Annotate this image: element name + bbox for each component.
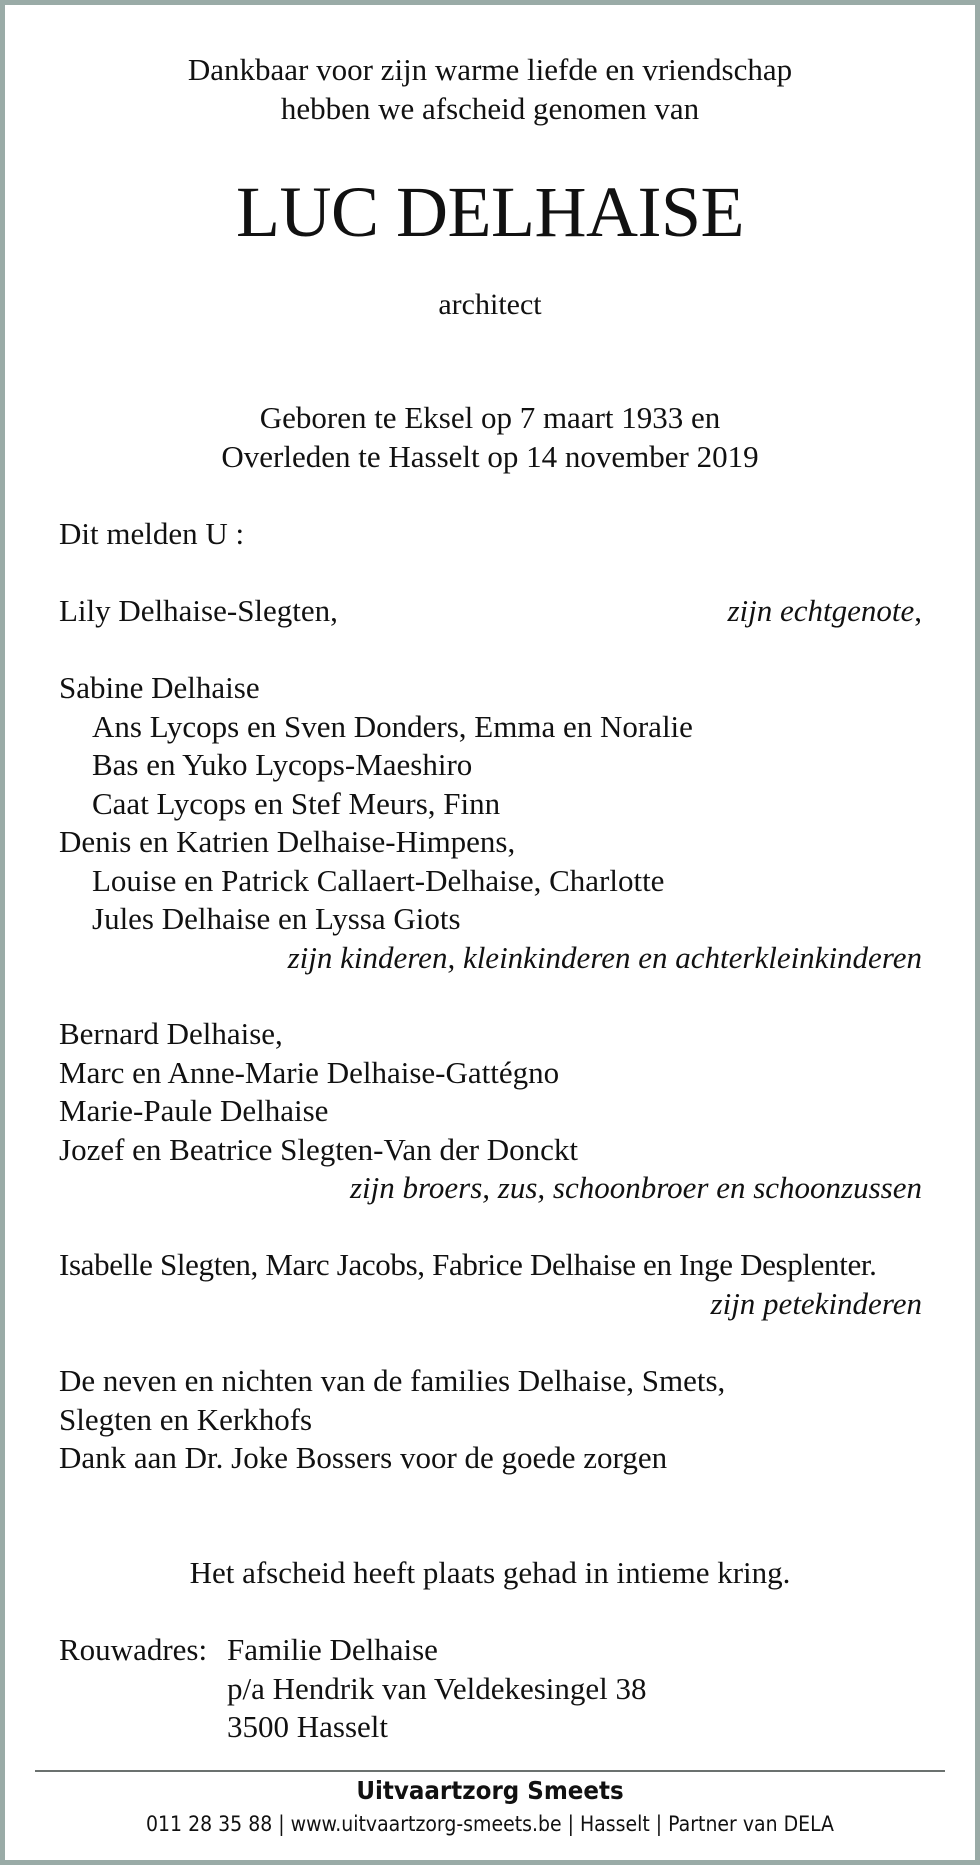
siblings-section [59, 1015, 922, 1208]
godchildren-section [59, 1246, 922, 1323]
relatives-line: Slegten en Kerkhofs [59, 1401, 313, 1437]
spouse-relation [727, 592, 922, 631]
children-relation: zijn kinderen, kleinkinderen en achterkleinkinderen [287, 939, 922, 975]
announce-line [59, 515, 922, 554]
spouse-relation-suffix: , [914, 593, 922, 628]
relatives-section [59, 1362, 922, 1478]
family-line: Marc en Anne-Marie Delhaise-Gattégno [59, 1054, 560, 1090]
family-line-indented: Caat Lycops en Stef Meurs, Finn [92, 785, 501, 821]
intro-line: Dankbaar voor zijn warme liefde en vriendschap [187, 52, 793, 87]
family-line: Marie-Paule Delhaise [59, 1093, 329, 1128]
death-line: Overleden te Hasselt op 14 november 2019 [221, 438, 759, 474]
spouse-relation-label: zijn echtgenote [727, 593, 915, 628]
intro-line: hebben we afscheid genomen van [280, 90, 700, 126]
family-line: Sabine Delhaise [59, 670, 260, 705]
spouse-section [59, 592, 922, 631]
funeral-home-contact: 011 28 35 88 | www.uitvaartzorg-smeets.be | Hasselt | Partner van DELA [146, 1812, 834, 1836]
godchildren-line: Isabelle Slegten, Marc Jacobs, Fabrice Delhaise en Inge Desplenter. [59, 1247, 877, 1282]
address-line: p/a Hendrik van Veldekesingel 38 [227, 1670, 647, 1706]
birth-death-dates [0, 399, 980, 476]
family-line-indented: Bas en Yuko Lycops-Maeshiro [92, 747, 473, 782]
children-section [59, 669, 922, 977]
birth-line: Geboren te Eksel op 7 maart 1933 en [259, 400, 721, 435]
funeral-home-name: Uitvaartzorg Smeets [356, 1776, 624, 1805]
family-line: Bernard Delhaise, [59, 1016, 283, 1051]
relatives-line: De neven en nichten van de families Delhaise, Smets, [59, 1363, 726, 1398]
spouse-name: Lily Delhaise-Slegten, [59, 593, 338, 628]
address-line: Familie Delhaise [227, 1632, 438, 1667]
siblings-relation: zijn broers, zus, schoonbroer en schoonzussen [349, 1170, 922, 1205]
mourning-address [59, 1631, 922, 1747]
family-line: Jozef en Beatrice Slegten-Van der Donckt [59, 1131, 579, 1167]
family-line-indented: Jules Delhaise en Lyssa Giots [92, 901, 461, 936]
announce-text: Dit melden U : [59, 516, 245, 551]
family-line: Denis en Katrien Delhaise-Himpens, [59, 824, 516, 859]
profession: architect [438, 288, 542, 321]
address-line: 3500 Hasselt [227, 1709, 389, 1744]
godchildren-relation: zijn petekinderen [710, 1285, 922, 1321]
family-line-indented: Louise en Patrick Callaert-Delhaise, Charlotte [92, 862, 665, 898]
thanks-line: Dank aan Dr. Joke Bossers voor de goede zorgen [59, 1440, 668, 1475]
footer-divider [35, 1770, 945, 1772]
address-label: Rouwadres: [59, 1632, 208, 1667]
intro-text [0, 50, 980, 127]
deceased-name: LUC DELHAISE [236, 172, 744, 252]
ceremony-note: Het afscheid heeft plaats gehad in intieme kring. [189, 1555, 791, 1590]
family-line-indented: Ans Lycops en Sven Donders, Emma en Noralie [92, 708, 693, 744]
